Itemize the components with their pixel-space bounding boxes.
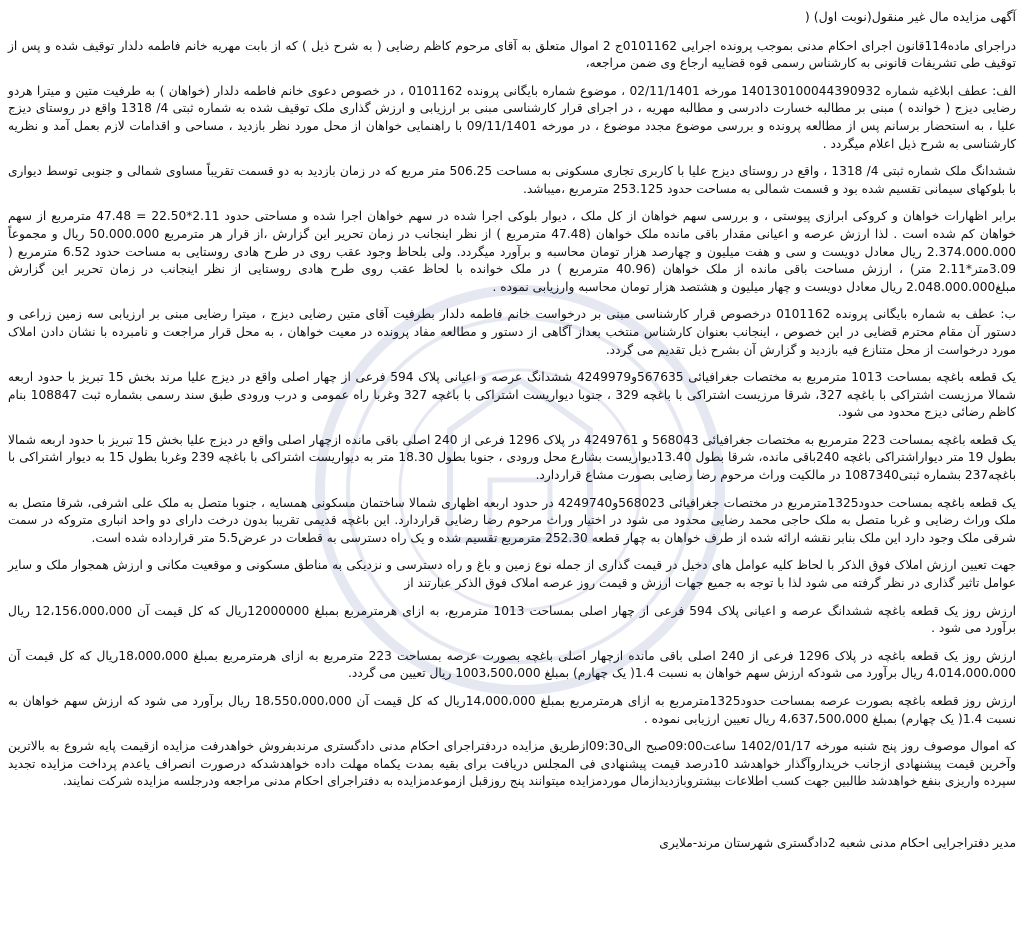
auction-notice-document: [8, 4, 1016, 863]
notice-paragraph: یک قطعه باغچه بمساحت 223 مترمربع به مختصات جغرافیائی 568043 و 4249761 در پلاک 1296 فرعی از 240 اصلی باقی مانده ازچهار اصلی واقع در دیزج علیا بخش 15 تبریز با حدود اربعه شمالا بطول 19 متر دیواراشتراکی باغچه 240باقی مانده، شرقا بطول 13.40دیواریست بشارع محل ورودی ، جنوبا بطول 18.30 متر به دیواریست اشتراکی با باغچه 239 وغربا بطول 15 به دیوار اشتراکی با باغچه237 بشماره ثبتی1087340 در مالکیت وراث مرحوم رضا رضایی بصورت مشاع قراردارد.: [8, 432, 1017, 483]
notice-paragraph: ب: عطف به شماره بایگانی پرونده 0101162 درخصوص قرار کارشناسی مبنی بر درخواست خانم فاطمه دلدار بطرفیت آقای متین رضایی دیزج ، میترا رضایی مبنی بر ارزیابی سه زمین زراعی و دستور آن مقام محترم قضایی در این خصوص ، اینجانب بعنوان کارشناس منتخب بعداز آگاهی از دستور و مطالعه مفاد پرونده در معیت خواهان ، به محل قرار مراجعت و نامبرده با نشان دادن املاک مورد درخواست از محل متنازع فیه بازدید و گزارش آن بشرح ذیل تقدیم می گردد.: [8, 307, 1017, 357]
notice-paragraph: ششدانگ ملک شماره ثبتی 4/ 1318 ، واقع در روستای دیزج علیا با کاربری تجاری مسکونی به مساحت 506.25 متر مربع که در زمان بازدید به دو قسمت تقریباً مساوی شمالی و جنوبی توسط دیواری با بلوکهای سیمانی تقسیم شده بود و قسمت شمالی به مساحت حدود 253.125 مترمربع ،میباشد.: [8, 164, 1017, 196]
notice-paragraph: جهت تعیین ارزش املاک فوق الذکر با لحاظ کلیه عوامل های دخیل در قیمت گذاری از جمله نوع زمین و باغ و راه دسترسی و نزدیکی به مناطق مسکونی و موقعیت مکانی و ارزش همجوار ملک و سایر عوامل تاثیر گذاری در نظر گرفته می شود لذا با توجه به جمیع جهات ارزش و قیمت روز عرصه املاک فوق الذکر عبارتند از: [8, 558, 1016, 591]
notice-paragraph: ارزش روز یک قطعه باغچه ششدانگ عرصه و اعیانی پلاک 594 فرعی از چهار اصلی بمساحت 1013 مترمربع، به ازای هرمترمربع بمبلغ 12000000ریال که کل قیمت آن 12،156،000،000 ریال برآورد می شود .: [8, 603, 1017, 636]
notice-paragraph: ارزش روز قطعه باغچه بصورت عرصه بمساحت حدود1325مترمربع به ازای هرمترمربع بمبلغ 14،000،000ریال که کل قیمت آن 18،550،000،000 ریال برآورد می شود که ارزش سهم خواهان به نسبت 1.4( یک چهارم) بمبلغ 4،637،500،000 ریال تعیین ارزیابی نموده .: [8, 694, 1016, 726]
notice-signature: مدیر دفتراجرایی احکام مدنی شعبه 2دادگستری شهرستان مرند-ملایری: [659, 835, 1016, 850]
notice-paragraph: یک قطعه باغچه بمساحت 1013 مترمربع به مختصات جغرافیائی 567635و4249979 ششدانگ عرصه و اعیانی پلاک 594 فرعی از چهار اصلی واقع در دیزج علیا مرند بخش 15 تبریز با حدود اربعه شمالا مرزیست اشتراکی با باغچه 327، شرقا مرزیست اشتراکی با باغچه 329 ، جنوبا دیواریست اشتراکی با باغچه 327 وغربا راه عمومی و درب ورودی طبق سند رسمی بشماره ثبت 108847 بنام کاظم رضائی دیزج محدود می شود.: [8, 370, 1017, 420]
notice-paragraph: یک قطعه باغچه بمساحت حدود1325مترمربع در مختصات جغرافیائی 568023و4249740 در حدود اربعه اظهاری شمالا ساختمان مسکونی همسایه ، جنوبا متصل به ملک علی اشرفی، شرقا متصل به ملک وراث رضایی و غربا متصل به ملک حاجی محمد رضایی محدود می شود در اختیار وراث مرحوم رضا رضایی قراردارد. این باغچه قدیمی تقریبا بدون درخت دارای دو واحد انباری متروکه در سمت شرقی ملک وجود دارد این ملک بنابر نقشه ارائه شده از طرف خواهان به چهار قطعه 252.30 مترمربع تقسیم شده و یک راه دسترسی به قطعات در عرض5.5 متر قرارداده شده است.: [8, 495, 1016, 545]
notice-paragraph: دراجرای ماده114قانون اجرای احکام مدنی بموجب پرونده اجرایی 0101162ج 2 اموال متعلق به آقای مرحوم کاظم رضایی ( به شرح ذیل ) که از بابت مهریه خانم فاطمه دلدار توقیف شده و پس از توقیف طی تشریفات قانونی به کارشناس رسمی قوه قضاییه ارجاع وی ضمن مراجعه،: [8, 38, 1016, 71]
notice-paragraph: برابر اظهارات خواهان و کروکی ابرازی پیوستی ، و بررسی سهم خواهان از کل ملک ، دیوار بلوکی اجرا شده در سهم خواهان اجرا شده و مساحتی حدود 2.11*22.50 = 47.48 مترمربع از سهم خواهان کم شده است . لذا ارزش عرصه و اعیانی مقدار باقی مانده ملک خواهان (47.48 مترمربع ) از نظر اینجانب در زمان تحریر این گزارش ،از قرار هر مترمربع 50.000.000 ریال و مجموعاً 2.374.000.000 ریال معادل دویست و سی و هفت میلیون و چهارصد هزار تومان محاسبه و برآورد میگردد. ولی بلحاظ وجود عقب روی در طرح هادی روستایی به مساحت حدود 6.52 مترمربع ( 3.09متر*2.11 متر) ، ارزش مساحت باقی مانده از ملک خواهان (40.96 مترمربع ) در ملک خوانده با لحاظ عقب روی طرح هادی روستایی از نظر اینجانب در زمان تحریر این گزارش مبلغ2.048.000.000 ریال معادل دویست و چهار میلیون و هشتصد هزار تومان محاسبه وارزیابی نموده .: [8, 209, 1017, 294]
notice-paragraph: که اموال موصوف روز پنج شنبه مورخه 1402/01/17 ساعت09:00صبح الی09:30ازطریق مزایده دردفتراجرای احکام مدنی دادگستری مرندبفروش خواهدرفت مزایده ازقیمت پایه شروع به بالاترین وآخرین قیمت پیشنهادی ازجانب خریداروآگذار خواهدشد 10درصد قیمت پیشنهادی فی المجلس دریافت برای بقیه بمدت یکماه مهلت داده خواهدشدکه درصورت انصراف یاعدم پرداخت مزایده تجدید سپرده واریزی بنفع خواهدشد طالبین جهت کسب اطلاعات بیشتروبازدیدازمال موردمزایده میتوانند پنج روزقبل ازموعدمزایده به دفتراجرای احکام مدنی مراجعه ودرجلسه مزایده شرکت نمایند.: [8, 739, 1017, 789]
notice-paragraph: ارزش روز یک قطعه باغچه در پلاک 1296 فرعی از 240 اصلی باقی مانده ازچهار اصلی باغچه بصورت عرصه بمساحت 223 مترمربع به ازای هرمترمربع بمبلغ 18،000،000ریال که کل قیمت آن 4،014،000،000 ریال برآورد می شودکه ارزش سهم خواهان به نسبت 1.4( یک چهارم) بمبلغ 1003،500،000 ریال تعیین می گردد.: [8, 648, 1017, 681]
notice-paragraph: الف: عطف ابلاغیه شماره 140130100044390932 مورخه 02/11/1401 ، موضوع شماره بایگانی پرونده 0101162 ، در خصوص دعوی خانم فاطمه دلدار (خواهان ) به طرفیت متین و میترا هردو رضایی دیزج ( خوانده ) مبنی بر مطالبه خسارت دادرسی و مطالبه مهریه ، در اجرای قرار کارشناسی مبنی بر ارزیابی و ارزش گذاری ملک توقیف شده به شماره ثبتی 4/ 1318 واقع در روستای دیزج علیا ، به استحضار برسانم پس از مطالعه پرونده و بررسی موضوع مجدد موضوع ، در مورخه 09/11/1401 با راهنمایی خواهان از محل مورد نظر بازدید ، مساحی و اقدامات لازم بعمل آمد و نظریه کارشناسی به شرح ذیل اعلام میگردد .: [8, 83, 1017, 151]
notice-title: آگهی مزایده مال غیر منقول(نوبت اول) (: [804, 9, 1016, 24]
notice-body: [8, 38, 1016, 791]
